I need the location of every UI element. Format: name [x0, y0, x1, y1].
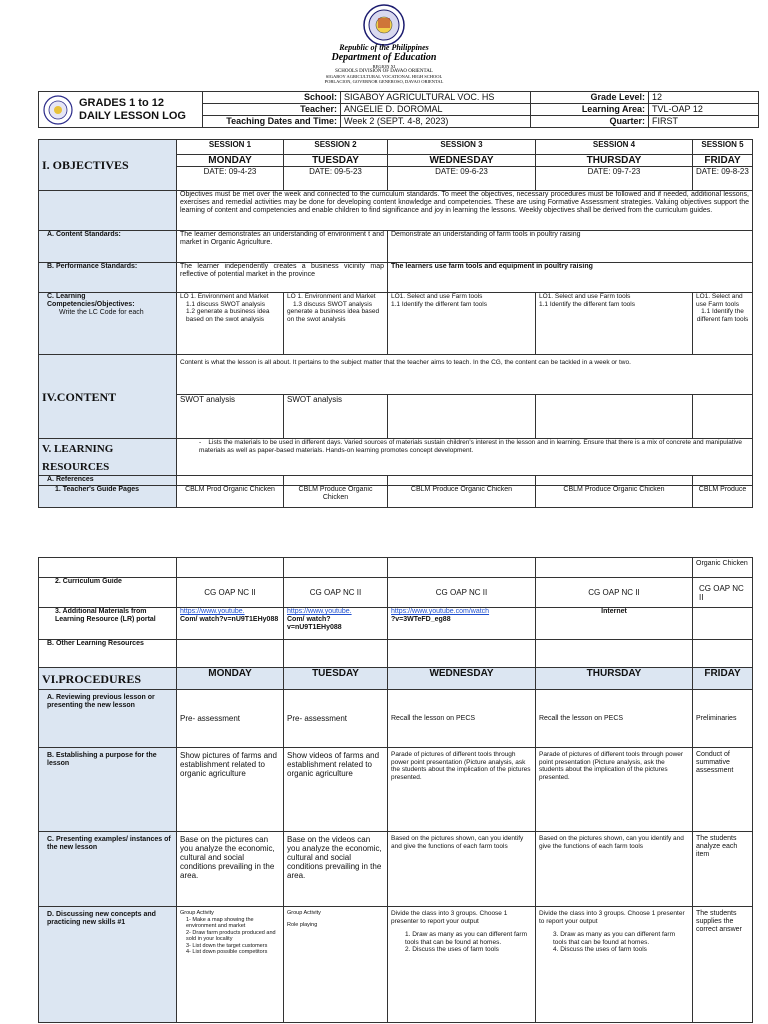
am-2-link[interactable]: https://www.youtube.	[287, 608, 352, 615]
proc-d-3-item-1: 1. Draw as many as you can different farm tools that can be found at homes.	[405, 931, 527, 946]
am-3-rest: ?v=3WTeFD_eg88	[391, 616, 451, 623]
dates-value: Week 2 (SEPT. 4-8, 2023)	[341, 116, 531, 128]
day-thursday: THURSDAY	[536, 155, 693, 167]
tg-2: CBLM Produce Organic Chicken	[284, 486, 388, 508]
cg-1: CG OAP NC II	[177, 578, 284, 608]
competency-s2-b: 1.3 discuss SWOT analysis	[293, 300, 372, 308]
objectives-text: Objectives must be met over the week and connected to the curriculum standards. To meet the objectives, necessary procedures must be followed and if needed, additional lessons, exercises and remedial activities may be done for developing content knowledge and competencies. These are using Formative Assessment strategies. Valuing objectives support the learning of content and competencies and enable children to find significance and joy in learning the lessons. Weekly objectives shall be derived from the curriculum guides.	[177, 191, 753, 231]
objectives-heading-cell	[39, 140, 177, 191]
proc-b-2: Show videos of farms and establishment related to organic agriculture	[284, 748, 388, 832]
school-full-line: SIGABOY AGRICULTURAL VOCATIONAL HIGH SCHOOL	[325, 74, 443, 79]
date-3: DATE: 09-6-23	[388, 167, 536, 191]
am-1-link[interactable]: https://www.youtube.	[180, 608, 245, 615]
day-monday: MONDAY	[177, 155, 284, 167]
cg-3: CG OAP NC II	[388, 578, 536, 608]
dates-label: Teaching Dates and Time:	[203, 116, 341, 128]
competency-s1	[177, 293, 284, 355]
proc-a-5: Preliminaries	[693, 690, 753, 748]
cg-4: CG OAP NC II	[536, 578, 693, 608]
cg-2: CG OAP NC II	[284, 578, 388, 608]
performance-standards-right: The learners use farm tools and equipment in poultry raising	[388, 263, 753, 293]
competencies-label: C. Learning Competencies/Objectives:	[47, 293, 135, 308]
content-standards-left: The learner demonstrates an understanding of environment t and market in Organic Agriculture.	[177, 231, 388, 263]
proc-c-1: Base on the pictures can you analyze the economic, cultural and social conditions prevailing in the area.	[177, 832, 284, 907]
proc-a-2: Pre- assessment	[284, 690, 388, 748]
proc-d-4	[536, 907, 693, 1023]
proc-a-label: A. Reviewing previous lesson or presenting the new lesson	[39, 690, 177, 748]
am-1	[177, 608, 284, 640]
competency-s4	[536, 293, 693, 355]
proc-a-1: Pre- assessment	[177, 690, 284, 748]
am-4: Internet	[536, 608, 693, 640]
am-3-link[interactable]: https://www.youtube.com/watch	[391, 608, 490, 615]
resources-heading-cell	[39, 439, 177, 476]
competency-s1-a: LO 1. Environment and Market	[180, 293, 269, 300]
date-5: DATE: 09-8-23	[693, 167, 753, 191]
proc-d-1-item-3: 3- List down the target customers	[186, 942, 268, 949]
title-line2: DAILY LESSON LOG	[79, 109, 186, 122]
content-heading: IV.CONTENT	[42, 389, 117, 404]
proc-c-2: Base on the videos can you analyze the economic, cultural and social conditions prevailing in the area.	[284, 832, 388, 907]
procedures-heading-cell	[39, 668, 177, 690]
content-text: Content is what the lesson is all about. It pertains to the subject matter that the teacher aims to teach. In the CG, the content can be tackled in a week or two.	[177, 355, 753, 395]
day-friday: FRIDAY	[693, 155, 753, 167]
day-wednesday: WEDNESDAY	[388, 155, 536, 167]
lesson-table-part2	[38, 557, 753, 1023]
title-cell	[39, 92, 203, 128]
content-s1: SWOT analysis	[177, 395, 284, 439]
proc-b-label: B. Establishing a purpose for the lesson	[39, 748, 177, 832]
address-line: POBLACION, GOVERNOR GENEROSO, DAVAO ORIENTAL	[324, 79, 444, 84]
objectives-heading: I. OBJECTIVES	[42, 158, 129, 172]
resources-text: Lists the materials to be used in different days. Varied sources of materials sustain children's interest in the lesson and in learning. Ensure that there is a mix of concrete and manipulative materials as well as paper-based materials. Hands-on learning promotes concept development.	[199, 439, 742, 454]
competency-s3-b: 1.1 Identify the different fam tools	[391, 300, 487, 308]
content-s2: SWOT analysis	[284, 395, 388, 439]
proc-d-2	[284, 907, 388, 1023]
proc-d-5: The students supplies the correct answer	[693, 907, 753, 1023]
teacher-label: Teacher:	[203, 104, 341, 116]
school-value: SIGABOY AGRICULTURAL VOC. HS	[341, 92, 531, 104]
quarter-value: FIRST	[649, 116, 759, 128]
proc-a-3: Recall the lesson on PECS	[388, 690, 536, 748]
competency-s5	[693, 293, 753, 355]
content-standards-label: A. Content Standards:	[39, 231, 177, 263]
proc-d-1-title: Group Activity	[180, 910, 214, 916]
competency-s5-b: 1.1 Identify the different fam tools	[696, 308, 749, 323]
am-3	[388, 608, 536, 640]
teacher-value: ANGELIE D. DOROMAL	[341, 104, 531, 116]
lesson-table-part1	[38, 139, 753, 508]
competency-s1-b: 1.1 discuss SWOT analysis	[186, 300, 265, 308]
cg-5: CG OAP NC II	[693, 578, 753, 608]
proc-d-1	[177, 907, 284, 1023]
am-label: 3. Additional Materials from Learning Resource (LR) portal	[39, 608, 177, 640]
competencies-label-cell	[39, 293, 177, 355]
date-2: DATE: 09-5-23	[284, 167, 388, 191]
content-standards-right: Demonstrate an understanding of farm tools in poultry raising	[388, 231, 753, 263]
proc-d-3-intro: Divide the class into 3 groups. Choose 1 presenter to report your output	[391, 910, 508, 925]
date-4: DATE: 09-7-23	[536, 167, 693, 191]
tg-4: CBLM Produce Organic Chicken	[536, 486, 693, 508]
competency-s4-a: LO1. Select and use Farm tools	[539, 293, 631, 300]
proc-d-3	[388, 907, 536, 1023]
school-label: School:	[203, 92, 341, 104]
am-2-rest: Com/ watch?v=nU9T1EHy088	[287, 616, 342, 631]
tg-1: CBLM Prod Organic Chicken	[177, 486, 284, 508]
tg-5-continued: Organic Chicken	[693, 558, 753, 578]
proc-d-2-title: Group Activity	[287, 910, 321, 916]
region-line: REGION XI	[372, 64, 396, 69]
proc-b-5: Conduct of summative assessment	[693, 748, 753, 832]
day-tuesday: TUESDAY	[284, 155, 388, 167]
date-1: DATE: 09-4-23	[177, 167, 284, 191]
proc-d-label: D. Discussing new concepts and practicing new skills #1	[39, 907, 177, 1023]
competency-s2-c: generate a business idea based on the swot analysis	[287, 308, 380, 323]
proc-b-3: Parade of pictures of different tools through power point presentation (Picture analysis, ask the students about the implication of the pictures presented.	[388, 748, 536, 832]
proc-d-2-sub: Role playing	[287, 922, 318, 928]
area-value: TVL-OAP 12	[649, 104, 759, 116]
proc-d-1-item-2: 2- Draw farm products produced and sold in your locality	[186, 929, 276, 942]
other-resources-label: B. Other Learning Resources	[39, 640, 177, 668]
cg-label: 2. Curriculum Guide	[39, 578, 177, 608]
session-4: SESSION 4	[536, 140, 693, 155]
session-1: SESSION 1	[177, 140, 284, 155]
session-5: SESSION 5	[693, 140, 753, 155]
proc-a-4: Recall the lesson on PECS	[536, 690, 693, 748]
references-label: A. References	[39, 476, 177, 486]
division-line: SCHOOLS DIVISION OF DAVAO ORIENTAL	[335, 69, 433, 74]
competency-s1-c: 1.2 generate a business idea based on the swot analysis	[186, 308, 270, 323]
department-line: Department of Education	[331, 52, 437, 63]
proc-day-tuesday: TUESDAY	[284, 668, 388, 690]
procedures-heading: VI.PROCEDURES	[42, 671, 142, 686]
session-2: SESSION 2	[284, 140, 388, 155]
performance-standards-left: The learner independently creates a business vicinity map reflective of potential market in the province	[177, 263, 388, 293]
proc-day-monday: MONDAY	[177, 668, 284, 690]
competency-s3-a: LO1. Select and use Farm tools	[391, 293, 483, 300]
deped-seal-icon	[363, 4, 405, 46]
tg-label: 1. Teacher's Guide Pages	[39, 486, 177, 508]
proc-day-thursday: THURSDAY	[536, 668, 693, 690]
resources-dash: -	[199, 439, 202, 446]
competency-s2-a: LO 1. Environment and Market	[287, 293, 376, 300]
proc-c-4: Based on the pictures shown, can you identify and give the functions of each farm tools	[536, 832, 693, 907]
title-line1: GRADES 1 to 12	[79, 96, 164, 109]
competency-s5-a: LO1. Select and use Farm tools	[696, 293, 743, 308]
proc-c-5: The students analyze each item	[693, 832, 753, 907]
grade-value: 12	[649, 92, 759, 104]
proc-day-friday: FRIDAY	[693, 668, 753, 690]
resources-text-cell	[177, 439, 753, 476]
session-3: SESSION 3	[388, 140, 536, 155]
proc-d-4-item-1: 3. Draw as many as you can different farm tools that can be found at homes.	[553, 931, 675, 946]
resources-heading: V. LEARNING RESOURCES	[42, 443, 114, 473]
performance-standards-label: B. Performance Standards:	[39, 263, 177, 293]
proc-c-label: C. Presenting examples/ instances of the new lesson	[39, 832, 177, 907]
tg-3: CBLM Produce Organic Chicken	[388, 486, 536, 508]
content-heading-cell	[39, 355, 177, 439]
competency-s3	[388, 293, 536, 355]
proc-d-3-item-2: 2. Discuss the uses of farm tools	[405, 946, 499, 953]
republic-line: Republic of the Philippines	[339, 43, 429, 52]
competency-s2	[284, 293, 388, 355]
am-1-rest: Com/ watch?v=nU9T1EHy088	[180, 616, 279, 623]
proc-c-3: Based on the pictures shown, can you identify and give the functions of each farm tools	[388, 832, 536, 907]
competencies-sublabel: Write the LC Code for each	[59, 309, 144, 316]
competency-s4-b: 1.1 Identify the different fam tools	[539, 300, 635, 308]
proc-d-4-item-2: 4. Discuss the uses of farm tools	[553, 946, 647, 953]
proc-b-1: Show pictures of farms and establishment related to organic agriculture	[177, 748, 284, 832]
tg-5: CBLM Produce	[693, 486, 753, 508]
proc-d-1-item-4: 4- List down possible competitors	[186, 949, 268, 955]
area-label: Learning Area:	[531, 104, 649, 116]
grade-label: Grade Level:	[531, 92, 649, 104]
quarter-label: Quarter:	[531, 116, 649, 128]
proc-d-1-item-1: 1- Make a map showing the environment and market	[186, 916, 254, 929]
info-table	[38, 91, 759, 128]
deped-logo-icon	[43, 95, 73, 125]
am-2	[284, 608, 388, 640]
proc-b-4: Parade of pictures of different tools through power point presentation (Picture analysis, ask the students about the implication of the pictures presented.	[536, 748, 693, 832]
proc-d-4-intro: Divide the class into 3 groups. Choose 1 presenter to report your output	[539, 910, 685, 925]
proc-day-wednesday: WEDNESDAY	[388, 668, 536, 690]
